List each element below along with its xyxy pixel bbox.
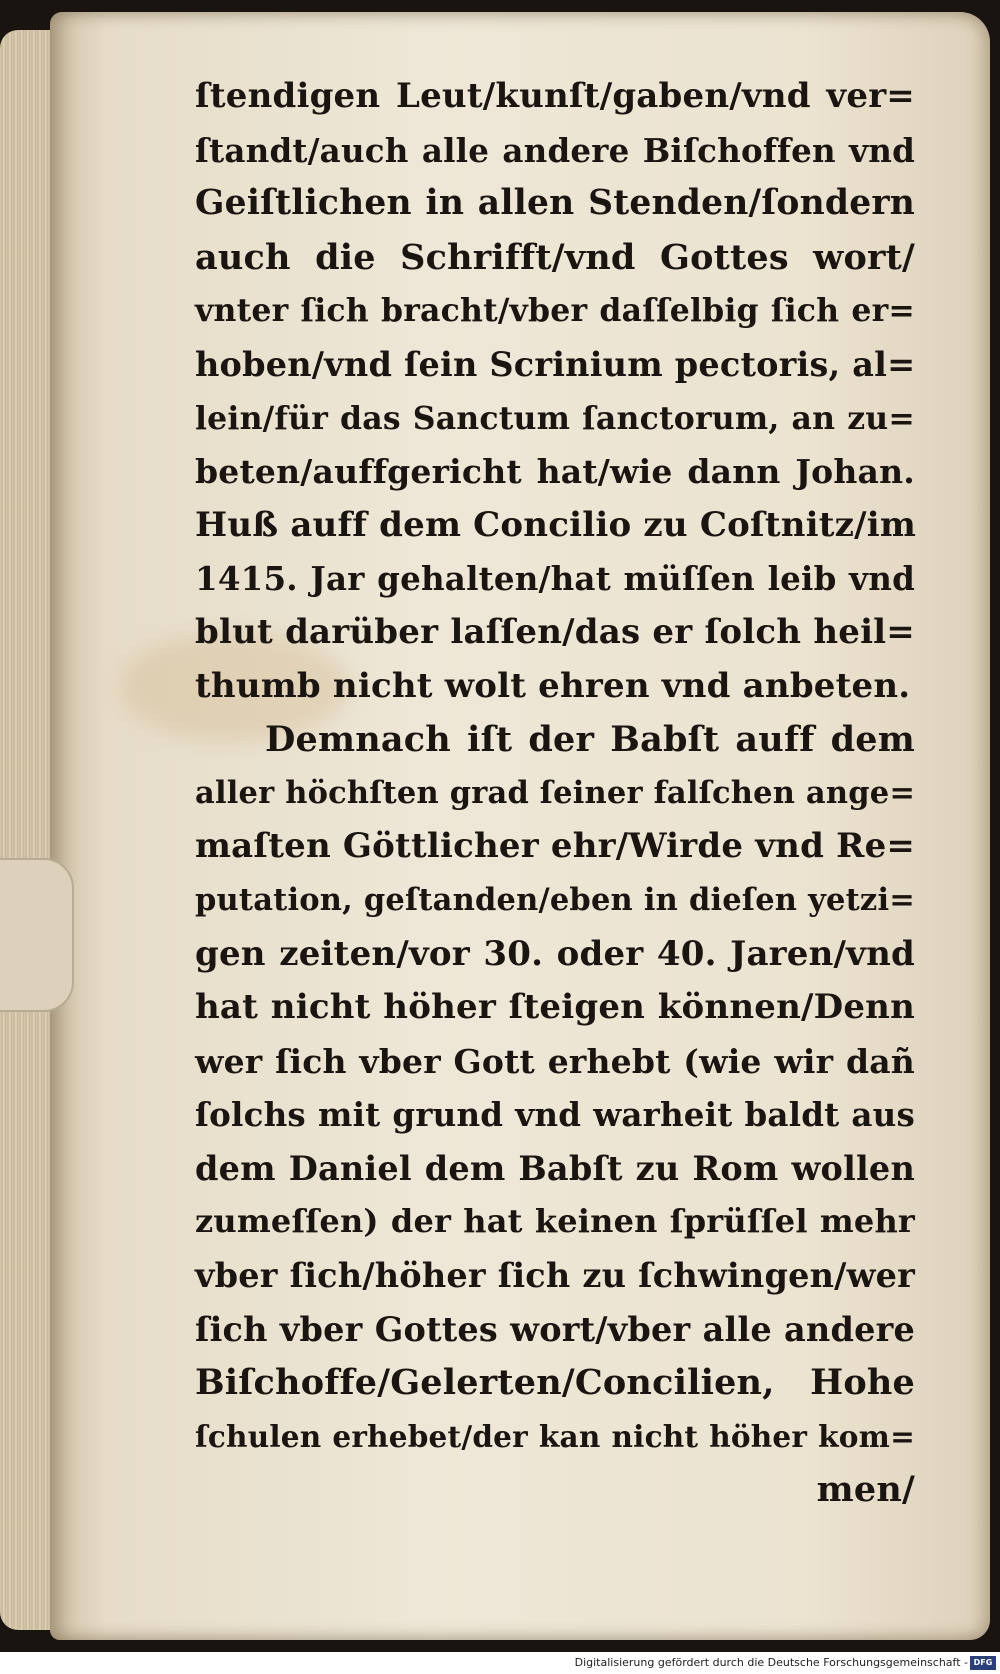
text-line: Huß auff dem Concilio zu Coſtnitz/im xyxy=(195,504,917,545)
text-line: vber ſich/höher ſich zu ſchwingen/wer xyxy=(195,1256,915,1296)
text-line: putation, geſtanden/eben in dieſen yetzi= xyxy=(195,881,915,918)
text-line: auch die Schrifft/vnd Gottes wort/ xyxy=(195,236,915,278)
text-line: beten/auffgericht hat/wie dann Johan. xyxy=(195,452,915,492)
text-line: Biſchoffe/Gelerten/Concilien, Hohe xyxy=(195,1362,915,1404)
text-line: zumeſſen) der hat keinen ſprüſſel mehr xyxy=(195,1202,915,1241)
digitization-footer xyxy=(0,1652,1000,1674)
text-line: aller höchſten grad ſeiner falſchen ange= xyxy=(195,774,916,811)
catchword: men/ xyxy=(816,1469,915,1511)
text-line: hat nicht höher ſteigen können/Denn xyxy=(195,987,915,1028)
text-line: vnter ſich bracht/vber daſſelbig ſich er= xyxy=(195,292,915,330)
funding-credit: Digitalisierung gefördert durch die Deutsche Forschungsgemeinschaft - xyxy=(574,1656,968,1669)
text-line: ſchulen erhebet/der kan nicht höher kom= xyxy=(195,1418,915,1454)
paragraph-start-line: Demnach iſt der Babſt auff dem xyxy=(265,719,915,761)
text-line: wer ſich vber Gott erhebt (wie wir dañ xyxy=(195,1041,915,1081)
text-line: blut darüber laſſen/das er ſolch heil= xyxy=(195,611,915,652)
text-line: Geiſtlichen in allen Stenden/ſondern xyxy=(195,183,915,224)
text-line: ſtandt/auch alle andere Biſchoffen vnd xyxy=(195,130,915,170)
dfg-logo: DFG xyxy=(970,1656,996,1670)
text-line: maſten Göttlicher ehr/Wirde vnd Re= xyxy=(195,826,916,867)
text-line: 1415. Jar gehalten/hat müſſen leib vnd xyxy=(195,559,915,599)
page-tab xyxy=(0,858,74,1012)
text-line: hoben/vnd ſein Scrinium pectoris, al= xyxy=(195,344,916,384)
text-line: ſtendigen Leut/kunſt/gaben/vnd ver= xyxy=(195,76,915,116)
text-line: ſolchs mit grund vnd warheit baldt aus xyxy=(195,1095,915,1135)
text-line: thumb nicht wolt ehren vnd anbeten. xyxy=(195,665,911,706)
text-line: dem Daniel dem Babſt zu Rom wollen xyxy=(195,1148,915,1188)
text-line: gen zeiten/vor 30. oder 40. Jaren/vnd xyxy=(195,933,915,974)
text-line: lein/für das Sanctum ſanctorum, an zu= xyxy=(195,399,915,437)
text-line: ſich vber Gottes wort/vber alle andere xyxy=(195,1309,915,1349)
page-text xyxy=(195,70,915,1517)
